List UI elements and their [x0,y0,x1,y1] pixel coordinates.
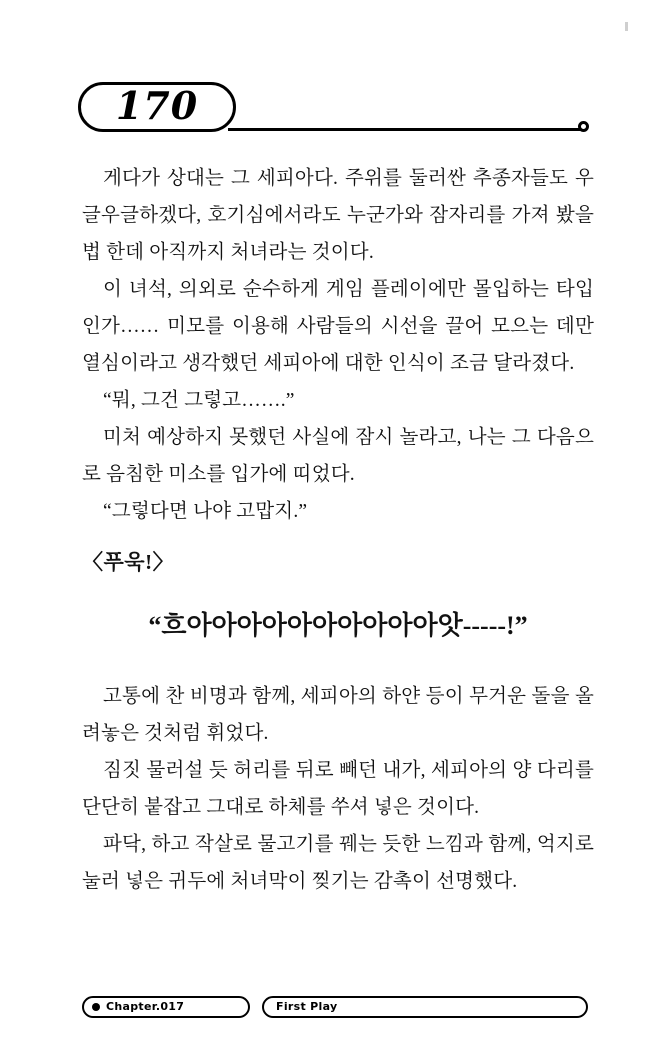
scream-line: “흐아아아아아아아아아아앗-----!” [148,611,528,640]
spacer [82,530,594,544]
page-header [0,82,672,144]
paragraph: 파닥, 하고 작살로 물고기를 꿰는 듯한 느낌과 함께, 억지로 눌러 넣은 귀두에 처녀막이 찢기는 감촉이 선명했다. [82,834,594,892]
page-number: 170 [115,83,199,128]
header-end-dot-icon [578,121,589,132]
dialogue-line: “그렇다면 나야 고맙지.” [103,501,308,522]
sound-effect-line: 〈푸욱!〉 [82,550,175,574]
paragraph: 게다가 상대는 그 세피아다. 주위를 둘러싼 추종자들도 우글우글하겠다, 호기심에서라도 누군가와 잠자리를 가져 봤을 법 한데 아직까지 처녀라는 것이다. [82,168,594,263]
footer-chapter-label: Chapter.017 [106,1000,185,1013]
paragraph: 이 녀석, 의외로 순수하게 게임 플레이에만 몰입하는 타입인가…… 미모를 이용해 사람들의 시선을 끌어 모으는 데만 열심이라고 생각했던 세피아에 대한 인식이 조금 달라졌다. [82,279,594,374]
page-body [82,160,594,900]
header-rule [228,128,586,131]
page-footer [0,996,672,1022]
footer-title-label: First Play [276,1000,338,1013]
bullet-dot-icon [92,1003,100,1011]
paragraph: 미처 예상하지 못했던 사실에 잠시 놀라고, 나는 그 다음으로 음침한 미소를 입가에 띠었다. [82,427,594,485]
dialogue-line: “뭐, 그건 그렇고…….” [103,390,295,411]
spacer [82,581,594,607]
spacer [82,644,594,678]
paragraph: 짐짓 물러설 듯 허리를 뒤로 빼던 내가, 세피아의 양 다리를 단단히 붙잡고 그대로 하체를 쑤셔 넣은 것이다. [82,760,594,818]
scan-artifact [625,22,628,31]
paragraph: 고통에 찬 비명과 함께, 세피아의 하얀 등이 무거운 돌을 올려놓은 것처럼 휘었다. [82,686,594,744]
